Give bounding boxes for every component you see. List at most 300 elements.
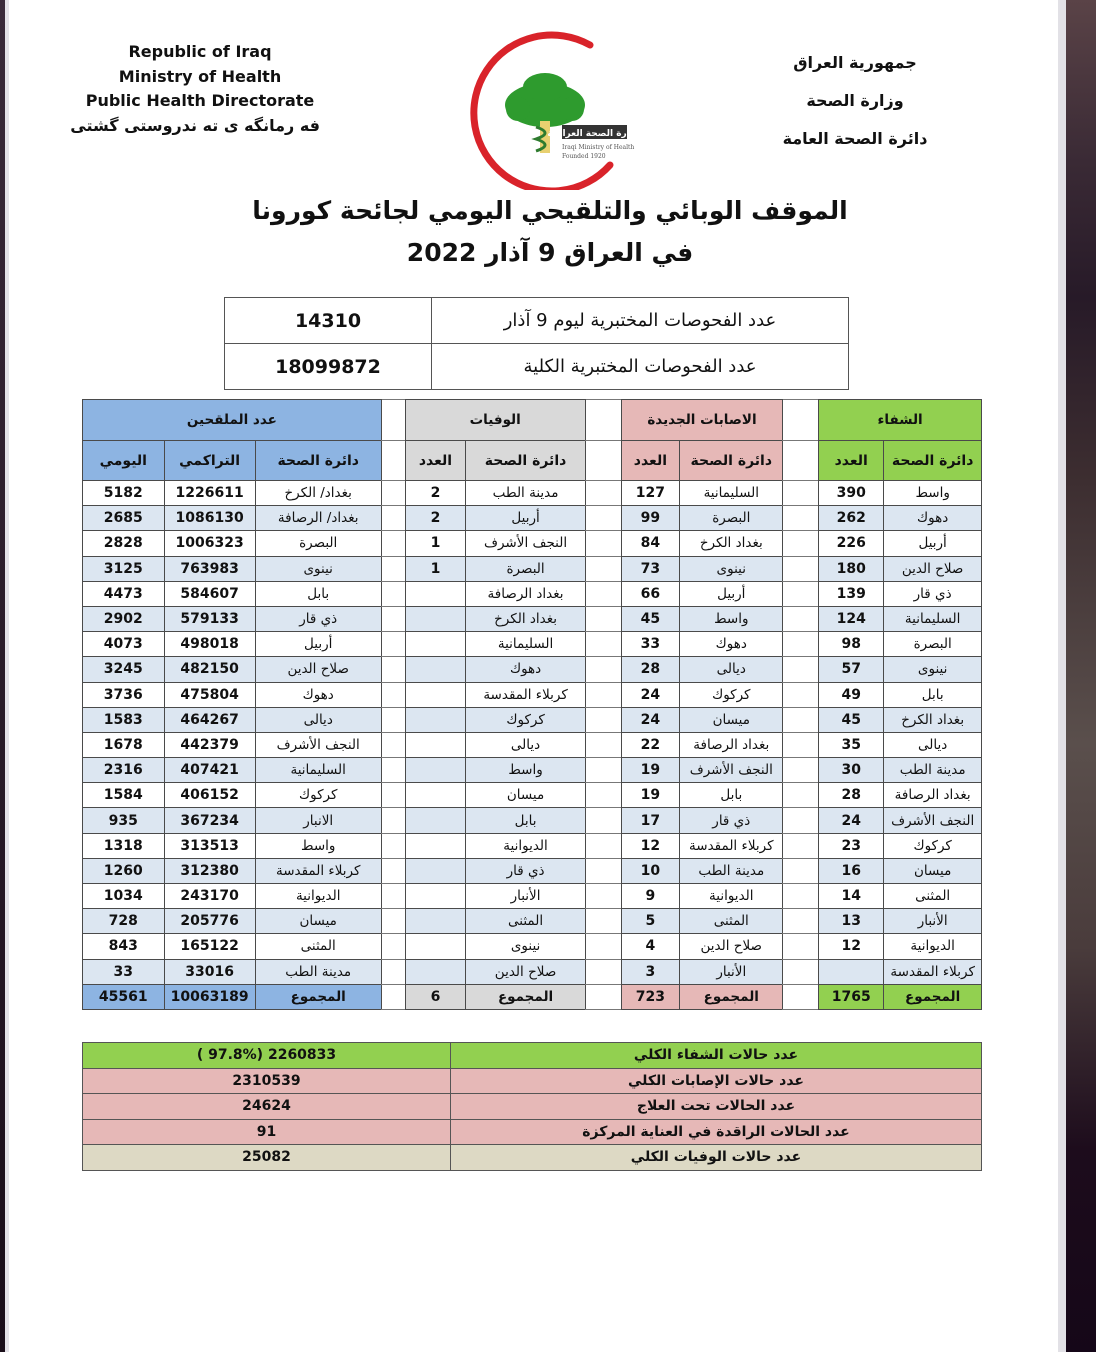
gap-cell [381,758,405,783]
recovery-count: 226 [819,531,884,556]
recovery-dept: الديوانية [884,934,982,959]
report-title-line-1: الموقف الوبائي والتلقيحي اليومي لجائحة كورونا [252,196,848,225]
recovery-dept-header: دائرة الصحة [884,441,982,481]
recovery-dept: ميسان [884,858,982,883]
recovery-dept: الأنبار [884,909,982,934]
header-en-line-3: Public Health Directorate [85,91,315,110]
recovery-count: 262 [819,506,884,531]
deaths-count: 2 [405,506,466,531]
data-rows [83,481,982,985]
deaths-count [405,909,466,934]
gap-cell [381,481,405,506]
deaths-count [405,884,466,909]
vaccinated-dept: بابل [255,581,381,606]
deaths-count [405,783,466,808]
deaths-total: 6 [405,984,466,1009]
recovery-dept: كربلاء المقدسة [884,959,982,984]
vaccinated-cumulative: 243170 [164,884,255,909]
summary-row [83,1145,982,1171]
deaths-dept: بغداد الرصافة [466,581,585,606]
infections-dept: بغداد الكرخ [680,531,783,556]
summary-row [83,1043,982,1069]
table-row [83,732,982,757]
gap-cell [585,732,621,757]
deaths-count-header: العدد [405,441,466,481]
table-row [83,682,982,707]
table-row [83,657,982,682]
deaths-count [405,858,466,883]
vaccinated-cumulative: 763983 [164,556,255,581]
gap-cell [381,682,405,707]
gap-cell [381,732,405,757]
recovery-dept: ديالى [884,732,982,757]
palm-tree-icon [505,73,585,153]
vaccinated-dept: الديوانية [255,884,381,909]
recovery-count: 139 [819,581,884,606]
recovery-dept: السليمانية [884,606,982,631]
infections-count: 19 [621,758,680,783]
table-row [83,758,982,783]
recovery-count: 180 [819,556,884,581]
gap-cell [585,556,621,581]
infections-count: 3 [621,959,680,984]
infections-dept: النجف الأشرف [680,758,783,783]
gap-cell [585,783,621,808]
header-arabic [770,44,940,158]
infections-dept: البصرة [680,506,783,531]
infections-count: 84 [621,531,680,556]
gap-cell [783,481,819,506]
vaccinated-daily: 1678 [83,732,165,757]
infections-count: 17 [621,808,680,833]
deaths-dept: الأنبار [466,884,585,909]
left-frame-border [5,0,9,1352]
gap-cell [381,783,405,808]
recovery-count: 390 [819,481,884,506]
gap-cell [783,682,819,707]
infections-count: 66 [621,581,680,606]
deaths-dept: الديوانية [466,833,585,858]
infections-count: 22 [621,732,680,757]
vaccinated-daily: 3245 [83,657,165,682]
gap-cell [585,506,621,531]
vaccinated-daily: 3736 [83,682,165,707]
vaccinated-dept: ديالى [255,707,381,732]
deaths-dept: نينوى [466,934,585,959]
recovery-dept: كركوك [884,833,982,858]
vaccinated-dept: ميسان [255,909,381,934]
gap-cell [585,632,621,657]
vaccinated-cumulative: 464267 [164,707,255,732]
table-row [83,581,982,606]
header-ar-line-2: وزارة الصحة [806,91,904,110]
deaths-dept: دهوك [466,657,585,682]
vaccinated-daily: 935 [83,808,165,833]
total-tests-value: 18099872 [225,344,432,390]
recovery-dept: نينوى [884,657,982,682]
deaths-dept: بابل [466,808,585,833]
vaccinated-daily: 843 [83,934,165,959]
gap-cell [381,833,405,858]
recovery-count: 57 [819,657,884,682]
recovery-count: 45 [819,707,884,732]
header-ar-line-1: جمهورية العراق [793,53,917,72]
vaccinated-cumulative: 1086130 [164,506,255,531]
vaccinated-daily: 33 [83,959,165,984]
table-row [83,858,982,883]
gap-cell [585,984,621,1009]
recovery-count: 13 [819,909,884,934]
right-frame-border [1058,0,1066,1352]
summary-label: عدد حالات الإصابات الكلي [451,1068,982,1094]
vaccinated-daily: 1583 [83,707,165,732]
infections-count: 19 [621,783,680,808]
gap-cell [381,581,405,606]
infections-dept: بابل [680,783,783,808]
logo-founded: Founded 1920 [562,153,606,160]
daily-tests-value: 14310 [225,298,432,344]
gap-cell [381,984,405,1009]
vaccinated-daily: 1584 [83,783,165,808]
vaccinated-cumulative: 584607 [164,581,255,606]
gap-cell [783,732,819,757]
recovery-total: 1765 [819,984,884,1009]
recovery-dept: صلاح الدين [884,556,982,581]
gap-cell [783,531,819,556]
recovery-dept: ذي قار [884,581,982,606]
gap-cell [381,556,405,581]
vaccinated-daily: 1034 [83,884,165,909]
recovery-dept: النجف الأشرف [884,808,982,833]
gap-cell [381,606,405,631]
deaths-count [405,732,466,757]
infections-dept: السليمانية [680,481,783,506]
vaccinated-total-daily: 45561 [83,984,165,1009]
gap-cell [381,506,405,531]
gap-cell [381,657,405,682]
recovery-count: 98 [819,632,884,657]
summary-value: ( 97.8%) 2260833 [83,1043,451,1069]
recovery-count: 16 [819,858,884,883]
gap-cell [585,606,621,631]
infections-count-header: العدد [621,441,680,481]
gap-cell [585,858,621,883]
header-english [70,40,320,138]
recovery-dept: بغداد الرصافة [884,783,982,808]
vaccinated-daily: 1318 [83,833,165,858]
deaths-dept: ديالى [466,732,585,757]
table-row [83,632,982,657]
summary-rows [83,1043,982,1171]
vaccinated-dept: نينوى [255,556,381,581]
recovery-total-label: المجموع [884,984,982,1009]
recovery-count: 14 [819,884,884,909]
vaccinated-cumulative: 205776 [164,909,255,934]
vaccinated-dept: مدينة الطب [255,959,381,984]
daily-tests-row [225,298,849,344]
table-row [83,606,982,631]
infections-dept-header: دائرة الصحة [680,441,783,481]
vaccinated-cumulative: 407421 [164,758,255,783]
gap-cell [381,959,405,984]
header-kurdish-line: فه رمانگه ى ته ندروستى گشتى [70,115,320,135]
deaths-dept: ذي قار [466,858,585,883]
total-tests-row [225,344,849,390]
recovery-dept: دهوك [884,506,982,531]
gap-cell [585,400,621,441]
gap-cell [585,934,621,959]
summary-row [83,1119,982,1145]
gap-cell [783,581,819,606]
recovery-group-header: الشفاء [819,400,982,441]
infections-count: 28 [621,657,680,682]
vaccinated-cumulative: 312380 [164,858,255,883]
total-tests-label: عدد الفحوصات المختبرية الكلية [432,344,849,390]
report-title-line-2: في العراق 9 آذار 2022 [406,238,694,267]
table-row [83,481,982,506]
vaccinated-dept: صلاح الدين [255,657,381,682]
gap-cell [783,884,819,909]
vaccinated-cumulative: 475804 [164,682,255,707]
vaccinated-cumulative: 1226611 [164,481,255,506]
table-row [83,506,982,531]
infections-dept: أربيل [680,581,783,606]
gap-cell [585,682,621,707]
recovery-count: 124 [819,606,884,631]
gap-cell [783,808,819,833]
recovery-count: 24 [819,808,884,833]
deaths-count [405,758,466,783]
recovery-dept: المثنى [884,884,982,909]
summary-value: 2310539 [83,1068,451,1094]
vaccinated-daily: 2316 [83,758,165,783]
daily-tests-label: عدد الفحوصات المختبرية ليوم 9 آذار [432,298,849,344]
deaths-count [405,657,466,682]
vaccinated-cumulative: 313513 [164,833,255,858]
deaths-dept: واسط [466,758,585,783]
table-row [83,909,982,934]
infections-dept: نينوى [680,556,783,581]
deaths-count [405,833,466,858]
deaths-dept-header: دائرة الصحة [466,441,585,481]
totals-row [83,984,982,1009]
deaths-count [405,808,466,833]
header-en-line-1: Republic of Iraq [128,42,272,61]
report-title [200,190,900,274]
deaths-dept: بغداد الكرخ [466,606,585,631]
recovery-count-header: العدد [819,441,884,481]
vaccinated-cumulative: 482150 [164,657,255,682]
infections-dept: صلاح الدين [680,934,783,959]
deaths-dept: كركوك [466,707,585,732]
vaccinated-dept: ذي قار [255,606,381,631]
gap-cell [381,707,405,732]
infections-count: 127 [621,481,680,506]
infections-dept: ديالى [680,657,783,682]
infections-count: 12 [621,833,680,858]
gap-cell [381,909,405,934]
infections-dept: الديوانية [680,884,783,909]
deaths-count [405,682,466,707]
vaccinated-daily: 4473 [83,581,165,606]
gap-cell [783,984,819,1009]
deaths-dept: البصرة [466,556,585,581]
infections-count: 9 [621,884,680,909]
header-en-line-2: Ministry of Health [118,66,282,86]
infections-dept: كربلاء المقدسة [680,833,783,858]
vaccinated-dept: دهوك [255,682,381,707]
gap-cell [783,833,819,858]
vaccinated-daily: 1260 [83,858,165,883]
logo-english-name: Iraqi Ministry of Health [562,144,635,151]
infections-count: 24 [621,707,680,732]
vaccinated-dept: بغداد/ الكرخ [255,481,381,506]
gap-cell [585,833,621,858]
deaths-dept: صلاح الدين [466,959,585,984]
vaccinated-daily: 5182 [83,481,165,506]
deaths-count [405,632,466,657]
logo-arabic-name: وزارة الصحة العراقية [547,129,640,139]
gap-cell [585,909,621,934]
summary-label: عدد حالات الوفيات الكلي [451,1145,982,1171]
vaccinated-daily: 2902 [83,606,165,631]
deaths-dept: السليمانية [466,632,585,657]
gap-cell [783,400,819,441]
deaths-count [405,959,466,984]
infections-count: 24 [621,682,680,707]
gap-cell [783,909,819,934]
infections-dept: بغداد الرصافة [680,732,783,757]
summary-value: 24624 [83,1094,451,1120]
recovery-dept: أربيل [884,531,982,556]
summary-label: عدد الحالات تحت العلاج [451,1094,982,1120]
vaccinated-dept: السليمانية [255,758,381,783]
vaccinated-dept-header: دائرة الصحة [255,441,381,481]
table-row [83,833,982,858]
vaccinated-dept: الانبار [255,808,381,833]
gap-cell [585,959,621,984]
recovery-count: 35 [819,732,884,757]
recovery-count: 30 [819,758,884,783]
gap-cell [783,858,819,883]
infections-count: 4 [621,934,680,959]
vaccinated-cumulative: 498018 [164,632,255,657]
recovery-dept: بغداد الكرخ [884,707,982,732]
header-ar-line-3: دائرة الصحة العامة [782,129,928,148]
gap-cell [783,657,819,682]
deaths-count: 2 [405,481,466,506]
vaccinated-dept: النجف الأشرف [255,732,381,757]
infections-total-label: المجموع [680,984,783,1009]
vaccinated-total-cumulative: 10063189 [164,984,255,1009]
summary-table [82,1042,982,1171]
gap-cell [783,758,819,783]
vaccinated-daily: 4073 [83,632,165,657]
vaccinated-cumulative: 33016 [164,959,255,984]
gap-cell [585,581,621,606]
gap-cell [783,783,819,808]
vaccinated-cumulative: 367234 [164,808,255,833]
vaccinated-daily: 3125 [83,556,165,581]
vaccinated-cumulative: 442379 [164,732,255,757]
summary-value: 91 [83,1119,451,1145]
vaccinated-cumulative: 165122 [164,934,255,959]
summary-row [83,1068,982,1094]
gap-cell [381,441,405,481]
deaths-dept: النجف الأشرف [466,531,585,556]
table-row [83,556,982,581]
vaccinated-daily: 2828 [83,531,165,556]
infections-count: 5 [621,909,680,934]
recovery-count [819,959,884,984]
vaccinated-daily-header: اليومي [83,441,165,481]
gap-cell [585,441,621,481]
right-background-strip [1066,0,1096,1352]
table-row [83,884,982,909]
vaccinated-daily: 2685 [83,506,165,531]
summary-label: عدد الحالات الراقدة في العناية المركزة [451,1119,982,1145]
gap-cell [783,441,819,481]
vaccinated-total-label: المجموع [255,984,381,1009]
gap-cell [381,884,405,909]
recovery-count: 12 [819,934,884,959]
vaccinated-dept: واسط [255,833,381,858]
gap-cell [381,808,405,833]
vaccinated-group-header: عدد الملقحين [83,400,382,441]
infections-dept: المثنى [680,909,783,934]
recovery-count: 23 [819,833,884,858]
vaccinated-dept: كربلاء المقدسة [255,858,381,883]
infections-dept: دهوك [680,632,783,657]
gap-cell [585,758,621,783]
table-row [83,959,982,984]
deaths-count: 1 [405,556,466,581]
gap-cell [783,959,819,984]
gap-cell [585,481,621,506]
recovery-dept: واسط [884,481,982,506]
recovery-dept: البصرة [884,632,982,657]
gap-cell [381,934,405,959]
deaths-count: 1 [405,531,466,556]
infections-dept: الأنبار [680,959,783,984]
gap-cell [585,657,621,682]
department-stats-table [82,399,982,1010]
summary-label: عدد حالات الشفاء الكلي [451,1043,982,1069]
gap-cell [783,707,819,732]
gap-cell [585,884,621,909]
vaccinated-dept: أربيل [255,632,381,657]
gap-cell [783,934,819,959]
gap-cell [783,556,819,581]
vaccinated-dept: البصرة [255,531,381,556]
gap-cell [585,707,621,732]
table-row [83,707,982,732]
deaths-total-label: المجموع [466,984,585,1009]
gap-cell [381,400,405,441]
table-row [83,783,982,808]
vaccinated-daily: 728 [83,909,165,934]
recovery-count: 28 [819,783,884,808]
infections-count: 73 [621,556,680,581]
infections-dept: ذي قار [680,808,783,833]
infections-dept: مدينة الطب [680,858,783,883]
summary-value: 25082 [83,1145,451,1171]
vaccinated-cumulative: 1006323 [164,531,255,556]
deaths-count [405,934,466,959]
deaths-count [405,581,466,606]
gap-cell [381,531,405,556]
column-header-row [83,441,982,481]
